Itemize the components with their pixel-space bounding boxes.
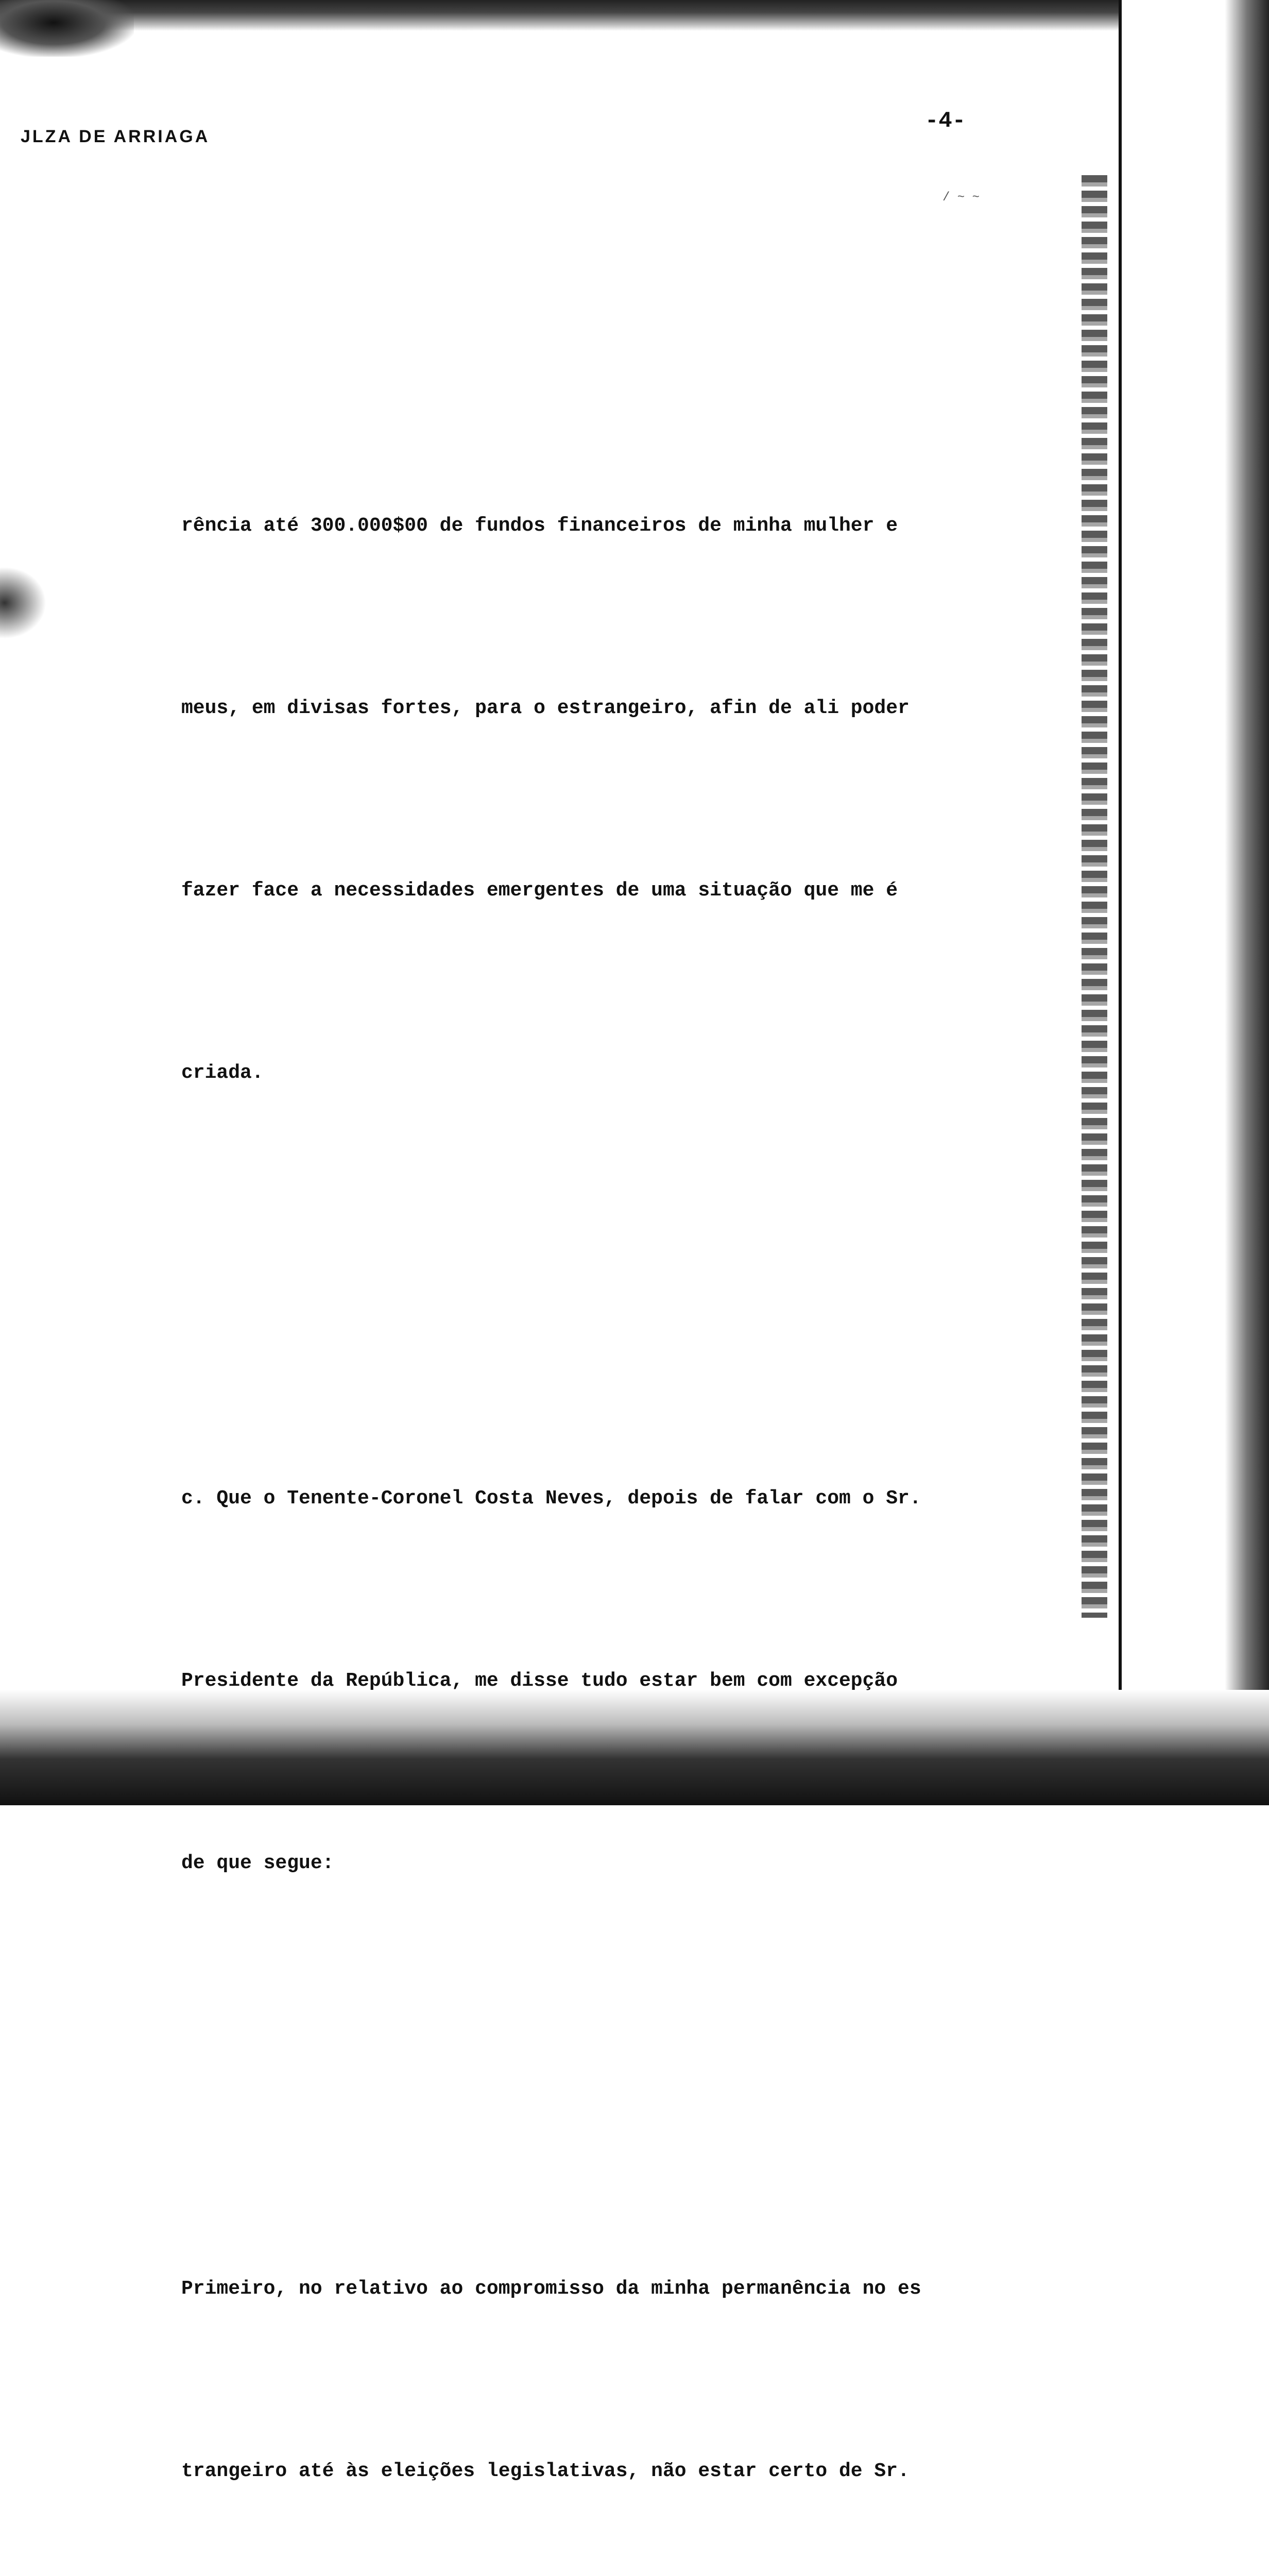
- scan-right-noise: [1082, 175, 1107, 1618]
- text-line: c. Que o Tenente-Coronel Costa Neves, depois de falar com o Sr.: [181, 1487, 921, 1510]
- text-line: meus, em divisas fortes, para o estrangeiro, afin de ali poder: [181, 697, 910, 719]
- paragraph: [181, 1347, 1026, 2015]
- text-line: trangeiro até às eleições legislativas, não estar certo de Sr.: [181, 2460, 910, 2482]
- scan-left-speck: [0, 567, 46, 639]
- scan-right-margin: [1122, 0, 1269, 1805]
- letterhead-name: JLZA DE ARRIAGA: [21, 127, 210, 146]
- text-line: rência até 300.000$00 de fundos financeiros de minha mulher e: [181, 515, 898, 537]
- scan-top-shadow: [0, 0, 1133, 31]
- text-line: criada.: [181, 1062, 264, 1084]
- text-line: Presidente da República, me disse tudo estar bem com excepção: [181, 1670, 898, 1692]
- scan-corner-smudge: [0, 0, 134, 57]
- page-number: -4-: [925, 108, 966, 134]
- text-line: Primeiro, no relativo ao compromisso da minha permanência no es: [181, 2278, 921, 2300]
- corner-mark: / ~ ~: [942, 191, 980, 205]
- paragraph: [181, 374, 1026, 1225]
- paragraph: [181, 2137, 1026, 2576]
- text-line: fazer face a necessidades emergentes de uma situação que me é: [181, 879, 898, 902]
- document-body: [181, 252, 1026, 2576]
- text-line: de que segue:: [181, 1852, 334, 1874]
